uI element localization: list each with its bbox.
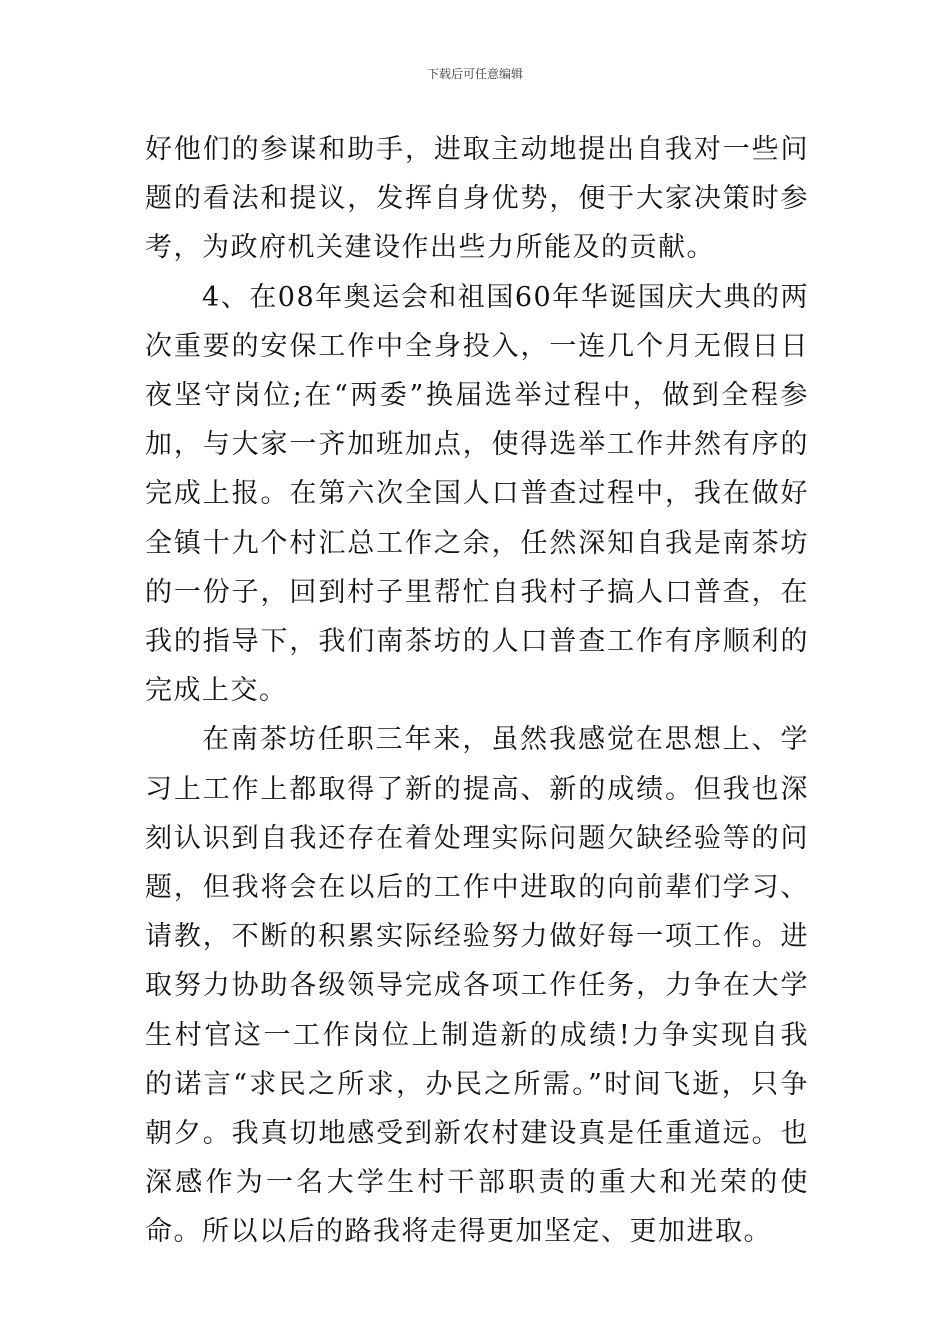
paragraph-item-4: 4、在08年奥运会和祖国60年华诞国庆大典的两次重要的安保工作中全身投入，一连几个月无假日日夜坚守岗位;在“两委”换届选举过程中，做到全程参加，与大家一齐加班加点，使得选举工作井然有序的完成上报。在第六次全国人口普查过程中，我在做好全镇十九个村汇总工作之余，任然深知自我是南茶坊的一份子，回到村子里帮忙自我村子搞人口普查，在我的指导下，我们南茶坊的人口普查工作有序顺利的完成上交。 <box>145 281 809 707</box>
document-body <box>145 125 809 1257</box>
paragraph-conclusion: 在南茶坊任职三年来，虽然我感觉在思想上、学习上工作上都取得了新的提高、新的成绩。但我也深刻认识到自我还存在着处理实际问题欠缺经验等的问题，但我将会在以后的工作中进取的向前辈们学习、请教，不断的积累实际经验努力做好每一项工作。进取努力协助各级领导完成各项工作任务，力争在大学生村官这一工作岗位上制造新的成绩!力争实现自我的诺言“求民之所求，办民之所需。”时间飞逝，只争朝夕。我真切地感受到新农村建设真是任重道远。也深感作为一名大学生村干部职责的重大和光荣的使命。所以以后的路我将走得更加坚定、更加进取。 <box>145 724 809 1248</box>
page-header: 下载后可任意编辑 <box>426 67 523 81</box>
paragraph-continued: 好他们的参谋和助手，进取主动地提出自我对一些问题的看法和提议，发挥自身优势，便于大家决策时参考，为政府机关建设作出些力所能及的贡献。 <box>145 134 809 264</box>
